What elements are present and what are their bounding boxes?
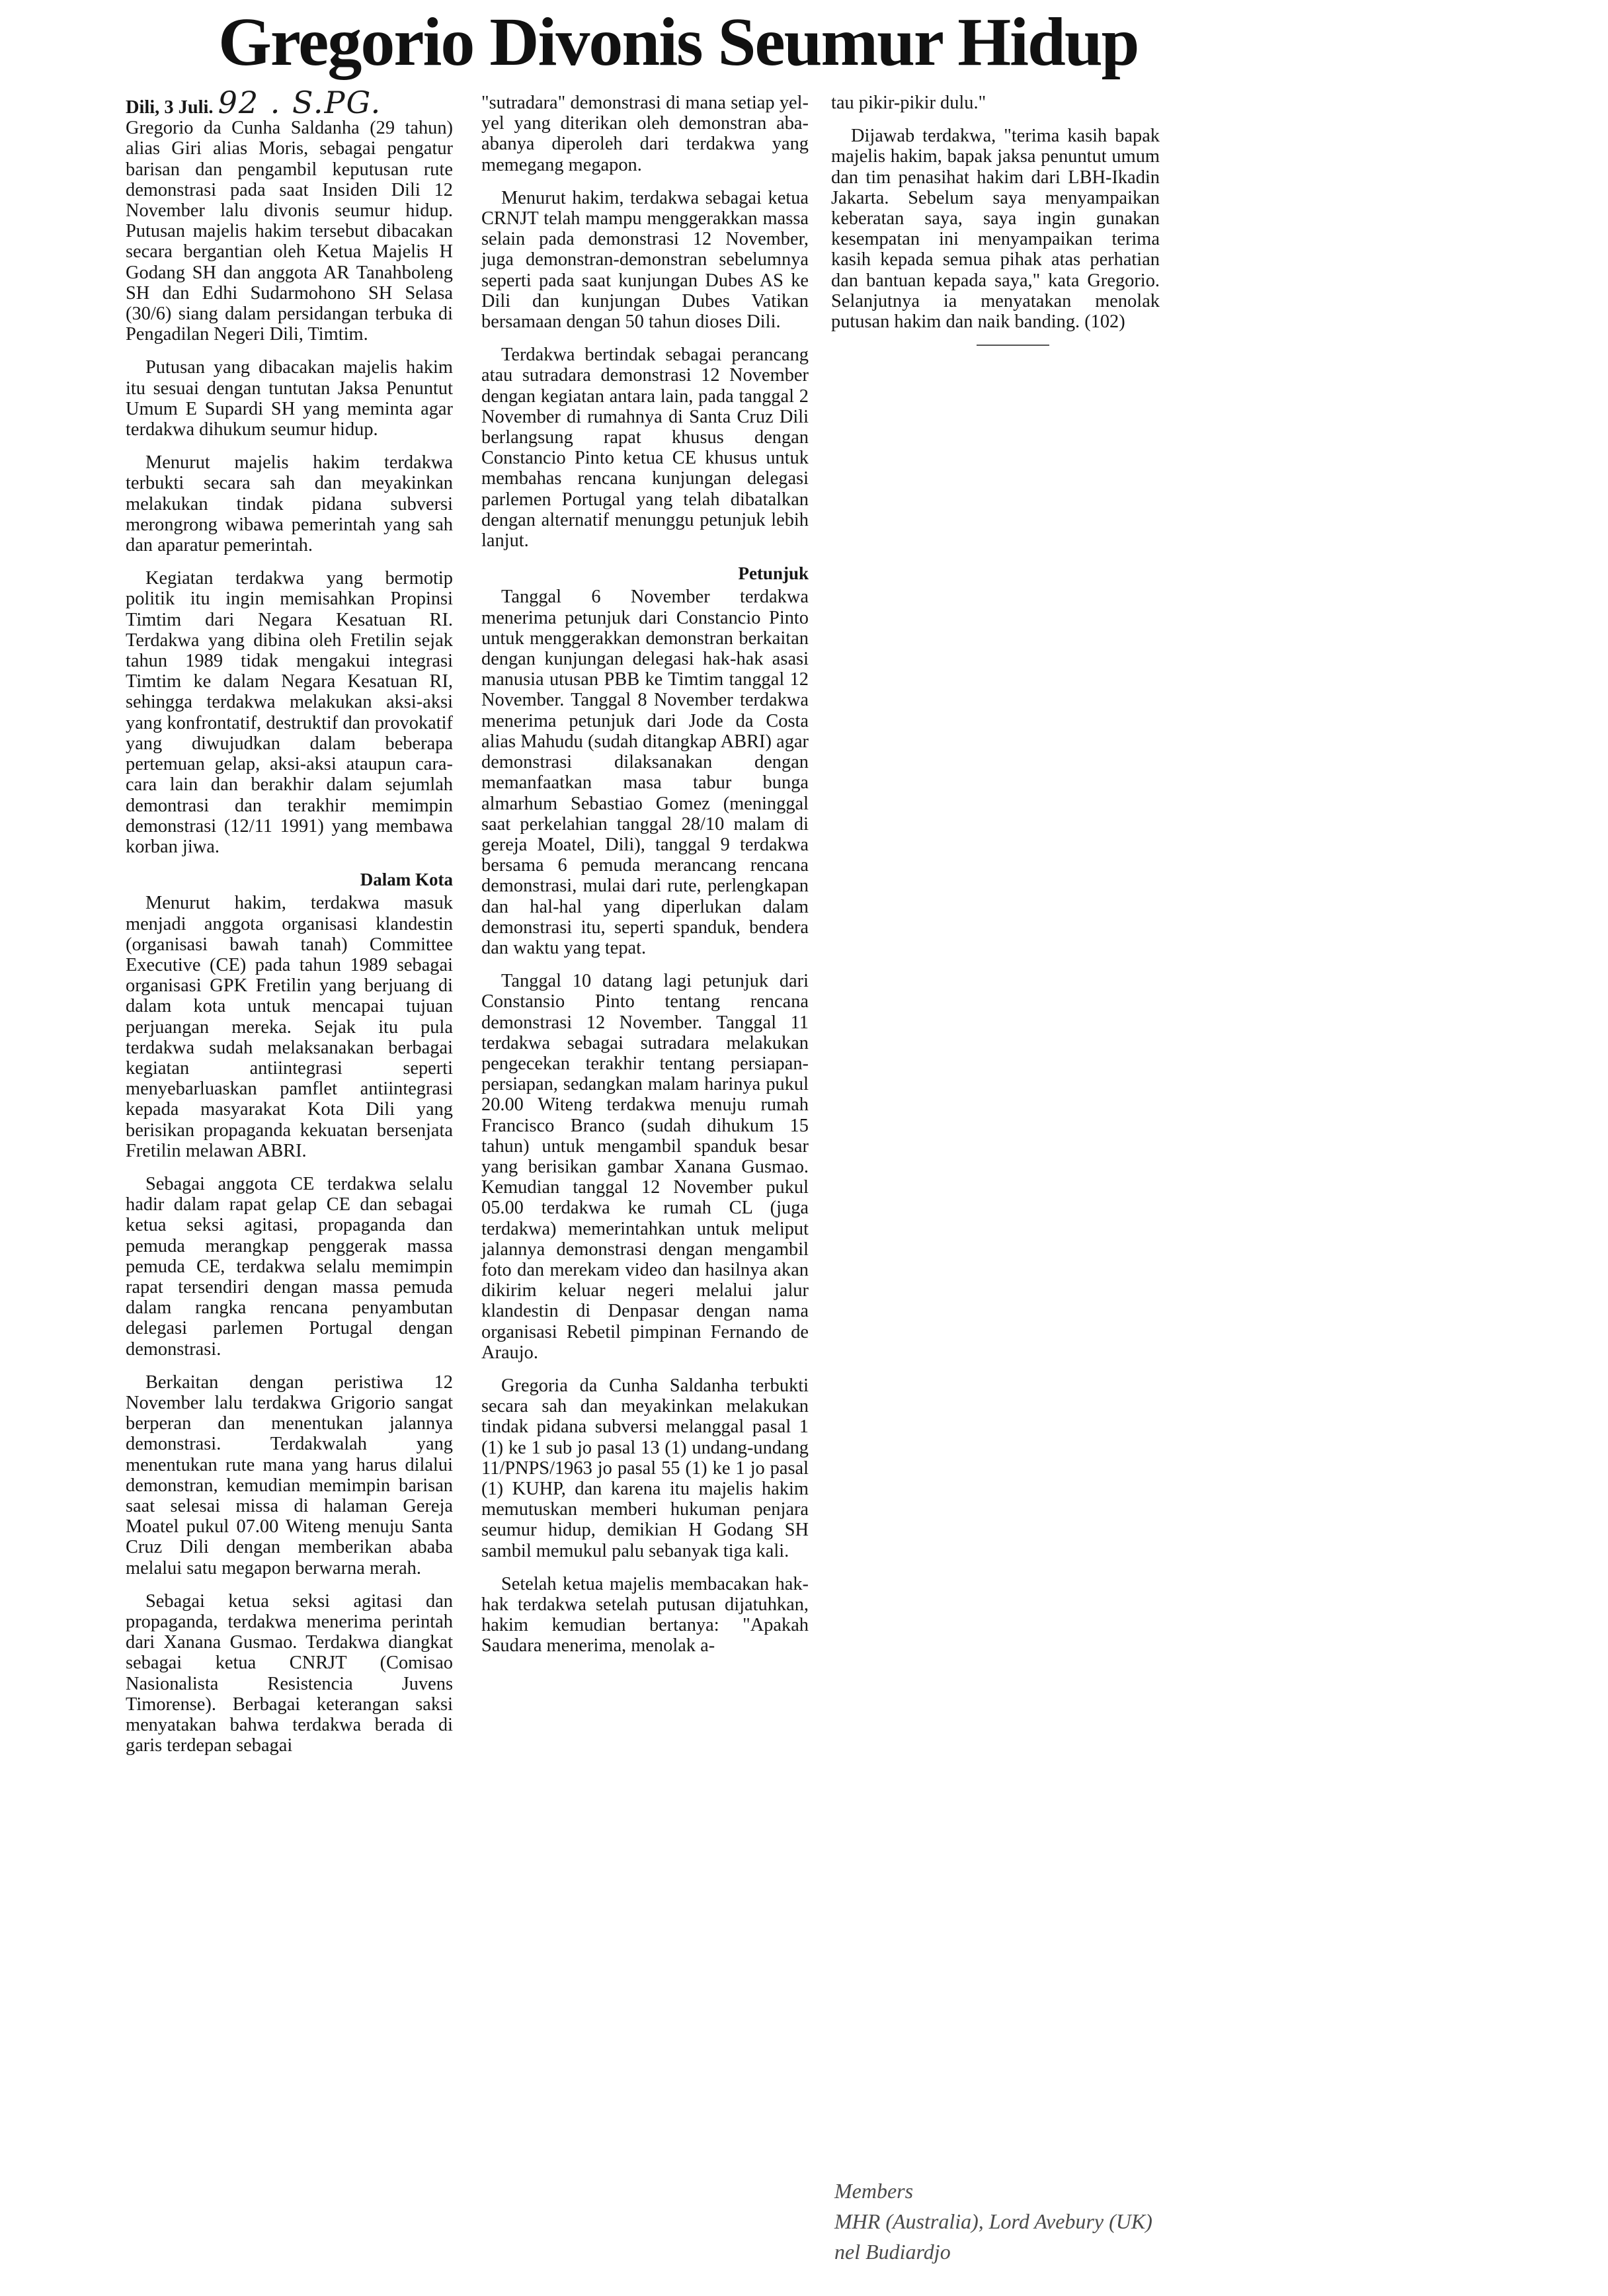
subheading-petunjuk: Petunjuk xyxy=(738,563,809,584)
article-column-1 xyxy=(126,85,453,1768)
paragraph: Dijawab terdakwa, "terima kasih bapak majelis hakim, bapak jaksa penuntut umum dan tim penasihat hakim dari LBH-Ikadin Jakarta. Sebelum saya menyampaikan keberatan saya, saya ingin gunakan kesempatan ini menyampaikan terima kasih kepada semua pihak atas perhatian dan bantuan kepada saya," kata Gregorio. Selanjutnya ia menyatakan menolak putusan hakim dan naik banding. (102) xyxy=(831,126,1160,333)
paragraph: Tanggal 6 November terdakwa menerima petunjuk dari Constancio Pinto untuk menggerakkan demonstran berkaitan dengan kunjungan delegasi hak-hak asasi manusia utusan PBB ke Timtim tanggal 12 November. Tanggal 8 November terdakwa menerima petunjuk dari Jode da Costa alias Mahudu (sudah ditangkap ABRI) agar demonstrasi dilaksanakan dengan memanfaatkan masa tabur bunga almarhum Sebastiao Gomez (meninggal saat perkelahian tanggal 28/10 malam di gereja Moatel, Dili), tanggal 9 terdakwa bersama 6 pemuda merancang rencana demonstrasi, mulai dari rute, perlengkapan dan hal-hal yang diperlukan dalam demonstrasi itu, seperti spanduk, bendera dan waktu yang tepat. xyxy=(481,587,809,958)
end-rule xyxy=(977,345,1049,346)
paragraph: tau pikir-pikir dulu." xyxy=(831,93,986,113)
article-column-2 xyxy=(481,93,809,1669)
paragraph: Putusan yang dibacakan majelis hakim itu sesuai dengan tuntutan Jaksa Penuntut Umum E Supardi SH yang meminta agar terdakwa dihukum seumur hidup. xyxy=(126,357,453,440)
bleedthrough-line: nel Budiardjo xyxy=(834,2240,951,2264)
article-column-3 xyxy=(831,93,1160,346)
paragraph: Menurut hakim, terdakwa sebagai ketua CRNJT telah mampu menggerakkan massa selain pada demonstrasi 12 November, juga demonstran-demonstran sebelumnya seperti pada saat kunjungan Dubes AS ke Dili dan kunjungan Dubes Vatikan bersamaan dengan 50 tahun dioses Dili. xyxy=(481,187,809,333)
subheading-dalam-kota: Dalam Kota xyxy=(360,870,453,890)
paragraph: Gregorio da Cunha Saldanha (29 tahun) alias Giri alias Moris, sebagai pengatur barisan dan pengambil keputusan rute demonstrasi pada saat Insiden Dili 12 November lalu divonis seumur hidup. Putusan majelis hakim tersebut dibacakan secara bergantian oleh Ketua Majelis H Godang SH dan anggota AR Tanahboleng SH dan Edhi Sudarmohono SH Selasa (30/6) siang dalam persidangan terbuka di Pengadilan Negeri Dili, Timtim. xyxy=(126,118,453,345)
bleedthrough-text xyxy=(834,2176,1152,2267)
headline: Gregorio Divonis Seumur Hidup xyxy=(218,4,1139,80)
paragraph: "sutradara" demonstrasi di mana setiap yel-yel yang diterikan oleh demonstran aba-abanya diperoleh dari terdakwa yang memegang megapon. xyxy=(481,93,809,175)
paragraph: Berkaitan dengan peristiwa 12 November lalu terdakwa Grigorio sangat berperan dan menentukan jalannya demonstrasi. Terdakwalah yang menentukan rute mana yang harus dilalui demonstran, kemudian memimpin barisan saat selesai missa di halaman Gereja Moatel pukul 07.00 Witeng menuju Santa Cruz Dili dengan memberikan ababa melalui satu megapon berwarna merah. xyxy=(126,1372,453,1578)
handwritten-note: 92 . S.PG. xyxy=(218,85,382,120)
paragraph: Kegiatan terdakwa yang bermotip politik itu ingin memisahkan Propinsi Timtim dari Negara Kesatuan RI. Terdakwa yang dibina oleh Fretilin sejak tahun 1989 tidak mengakui integrasi Timtim ke dalam Negara Kesatuan RI, sehingga terdakwa melakukan aksi-aksi yang konfrontatif, destruktif dan provokatif yang diwujudkan dalam beberapa pertemuan gelap, aksi-aksi ataupun cara-cara lain dan berakhir dalam sejumlah demontrasi dan terakhir memimpin demonstrasi (12/11 1991) yang membawa korban jiwa. xyxy=(126,568,453,857)
paragraph: Terdakwa bertindak sebagai perancang atau sutradara demonstrasi 12 November dengan kegiatan antara lain, pada tanggal 2 November di rumahnya di Santa Cruz Dili berlangsung rapat khusus dengan Constancio Pinto ketua CE khusus untuk membahas rencana kunjungan delegasi parlemen Portugal yang telah dibatalkan dengan alternatif menunggu petunjuk lebih lanjut. xyxy=(481,345,809,552)
paragraph: Tanggal 10 datang lagi petunjuk dari Constansio Pinto tentang rencana demonstrasi 12 November. Tanggal 11 terdakwa sebagai sutradara melakukan pengecekan terakhir tentang persiapan-persiapan, sedangkan malam harinya pukul 20.00 Witeng terdakwa menuju rumah Francisco Branco (sudah dihukum 15 tahun) untuk mengambil spanduk besar yang berisikan gambar Xanana Gusmao. Kemudian tanggal 12 November pukul 05.00 terdakwa ke rumah CL (juga terdakwa) memerintahkan untuk meliput jalannya demonstrasi dengan mengambil foto dan merekam video dan hasilnya akan dikirim keluar negeri melalui jalur klandestin di Denpasar dengan nama organisasi Rebetil pimpinan Fernando de Araujo. xyxy=(481,971,809,1363)
paragraph: Sebagai anggota CE terdakwa selalu hadir dalam rapat gelap CE dan sebagai ketua seksi agitasi, propaganda dan pemuda merangkap penggerak massa pemuda CE, terdakwa selalu memimpin rapat tersendiri dengan massa pemuda dalam rangka rencana penyambutan delegasi parlemen Portugal dengan demonstrasi. xyxy=(126,1173,453,1360)
lead-paragraph xyxy=(126,85,453,345)
bleedthrough-line: MHR (Australia), Lord Avebury (UK) xyxy=(834,2209,1152,2233)
paragraph: Setelah ketua majelis membacakan hak-hak terdakwa setelah putusan dijatuhkan, hakim kemudian bertanya: "Apakah Saudara menerima, menolak a- xyxy=(481,1573,809,1657)
paragraph: Sebagai ketua seksi agitasi dan propaganda, terdakwa menerima perintah dari Xanana Gusmao. Terdakwa diangkat sebagai ketua CNRJT (Comisao Nasionalista Resistencia Juvens Timorense). Berbagai keterangan saksi menyatakan bahwa terdakwa berada di garis terdepan sebagai xyxy=(126,1590,453,1756)
bleedthrough-line: Members xyxy=(834,2179,914,2203)
paragraph: Gregoria da Cunha Saldanha terbukti secara sah dan meyakinkan melakukan tindak pidana subversi melanggal pasal 1 (1) ke 1 sub jo pasal 13 (1) undang-undang 11/PNPS/1963 jo pasal 55 (1) ke 1 jo pasal (1) KUHP, dan karena itu majelis hakim memutuskan memberi hukuman penjara seumur hidup, demikian H Godang SH sambil memukul palu sebanyak tiga kali. xyxy=(481,1375,809,1561)
paragraph: Menurut majelis hakim terdakwa terbukti secara sah dan meyakinkan melakukan tindak pidana subversi merongrong wibawa pemerintah yang sah dan aparatur pemerintah. xyxy=(126,452,453,556)
paragraph: Menurut hakim, terdakwa masuk menjadi anggota organisasi klandestin (organisasi bawah tanah) Committee Executive (CE) pada tahun 1989 sebagai organisasi GPK Fretilin yang berjuang di dalam kota untuk mencapai tujuan perjuangan mereka. Sejak itu pula terdakwa sudah melaksanakan berbagai kegiatan antiintegrasi seperti menyebarluaskan pamflet antiintegrasi kepada masyarakat Kota Dili yang berisikan propaganda kekuatan bersenjata Fretilin melawan ABRI. xyxy=(126,893,453,1161)
dateline: Dili, 3 Juli. xyxy=(126,97,214,118)
